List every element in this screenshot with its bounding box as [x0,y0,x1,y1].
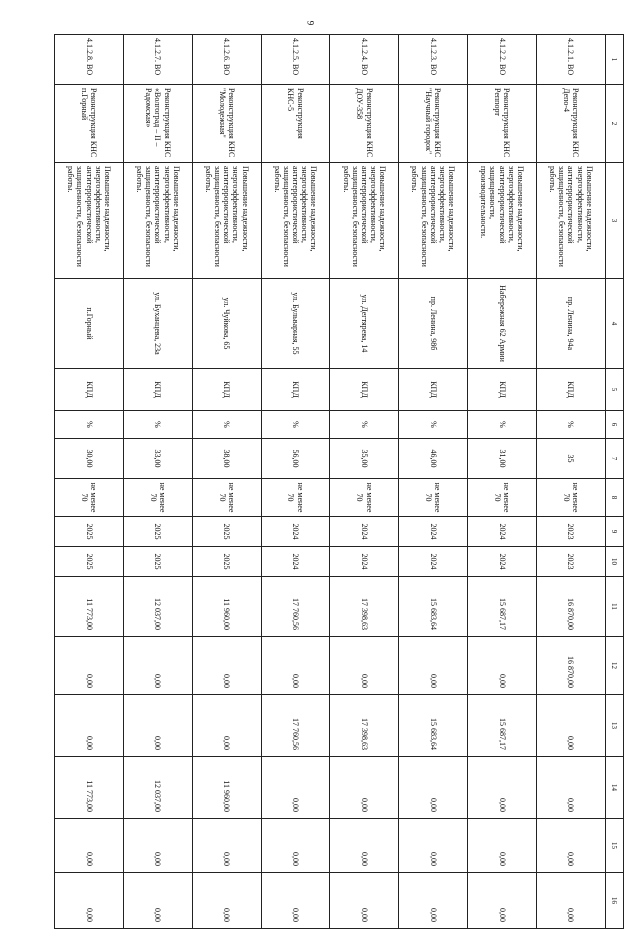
column-number: 6 [605,411,623,439]
indicator: КПД [123,369,192,411]
project-purpose: Повышение надежности, энергоэффективности, антитеррористической защищенности, безопасности работы. [399,163,468,279]
item-code: 4.1.2.8. ВО [55,35,124,85]
project-name: Реконструкция КНС ДОУ-358 [330,85,399,163]
item-code: 4.1.2.3. ВО [399,35,468,85]
target-value: не менее 70 [399,479,468,517]
start-year: 2024 [330,517,399,547]
cost-2026: 0,00 [123,819,192,873]
address: п.Горный [55,279,124,369]
item-code: 4.1.2.6. ВО [192,35,261,85]
cost-2024: 15 683,64 [399,695,468,757]
cost-2024: 0,00 [55,695,124,757]
project-purpose: Повышение надежности, энергоэффективности, антитеррористической защищенности, безопасности работы. [55,163,124,279]
start-year: 2025 [192,517,261,547]
item-code: 4.1.2.2. ВО [468,35,537,85]
table-row [468,35,537,929]
table-row [261,35,330,929]
start-year: 2024 [399,517,468,547]
total-cost: 17 760,56 [261,577,330,637]
cost-2023: 0,00 [330,637,399,695]
unit: % [399,411,468,439]
current-value: 38,00 [192,439,261,479]
cost-2023: 0,00 [468,637,537,695]
project-name: Реконструкция КНС-5 [261,85,330,163]
project-purpose: Повышение надежности, энергоэффективности, антитеррористической защищенности, безопасности работы. [330,163,399,279]
target-value: не менее 70 [536,479,605,517]
current-value: 46,00 [399,439,468,479]
table-row [55,35,124,929]
end-year: 2024 [399,547,468,577]
address: ул. Чуйкова, 65 [192,279,261,369]
table-row [330,35,399,929]
address: пр. Ленина, 94а [536,279,605,369]
cost-2026: 0,00 [399,819,468,873]
current-value: 30,00 [55,439,124,479]
total-cost: 11 960,00 [192,577,261,637]
column-number: 7 [605,439,623,479]
document-page [54,34,624,922]
column-number: 8 [605,479,623,517]
indicator: КПД [536,369,605,411]
item-code: 4.1.2.4. ВО [330,35,399,85]
cost-2025: 0,00 [330,757,399,819]
column-number: 1 [605,35,623,85]
cost-2023: 16 870,00 [536,637,605,695]
current-value: 31,00 [468,439,537,479]
current-value: 56,00 [261,439,330,479]
current-value: 35 [536,439,605,479]
project-purpose: Повышение надежности, энергоэффективности, антитеррористической защищенности, безопасности работы. [123,163,192,279]
address: пр. Ленина, 98б [399,279,468,369]
address: ул. Буханцева, 23а [123,279,192,369]
cost-2027: 0,00 [261,873,330,929]
cost-2026: 0,00 [55,819,124,873]
indicator: КПД [261,369,330,411]
column-number-row [605,35,623,929]
indicator: КПД [399,369,468,411]
unit: % [468,411,537,439]
target-value: не менее 70 [468,479,537,517]
cost-2025: 12 037,00 [123,757,192,819]
column-number: 9 [605,517,623,547]
cost-2024: 0,00 [192,695,261,757]
start-year: 2024 [261,517,330,547]
cost-2023: 0,00 [399,637,468,695]
end-year: 2023 [536,547,605,577]
cost-2025: 0,00 [261,757,330,819]
cost-2024: 0,00 [536,695,605,757]
cost-2025: 11 960,00 [192,757,261,819]
start-year: 2025 [55,517,124,547]
address: ул. Бульварная, 55 [261,279,330,369]
cost-2027: 0,00 [536,873,605,929]
cost-2023: 0,00 [192,637,261,695]
total-cost: 12 037,00 [123,577,192,637]
current-value: 35,00 [330,439,399,479]
column-number: 3 [605,163,623,279]
address: Набережная 62 Армии [468,279,537,369]
indicator: КПД [55,369,124,411]
total-cost: 11 773,00 [55,577,124,637]
current-value: 33,00 [123,439,192,479]
cost-2025: 11 773,00 [55,757,124,819]
address: ул. Дегтярева, 14 [330,279,399,369]
cost-2023: 0,00 [261,637,330,695]
project-name: Реконструкция КНС Реппорт [468,85,537,163]
unit: % [261,411,330,439]
unit: % [55,411,124,439]
project-name: Реконструкция КНС "Молодежная" [192,85,261,163]
item-code: 4.1.2.5. ВО [261,35,330,85]
unit: % [536,411,605,439]
start-year: 2024 [468,517,537,547]
project-purpose: Повышение надежности, энергоэффективности, антитеррористической защищенности, безопасности работы. [192,163,261,279]
end-year: 2024 [468,547,537,577]
cost-2023: 0,00 [55,637,124,695]
target-value: не менее 70 [330,479,399,517]
cost-2024: 0,00 [123,695,192,757]
start-year: 2023 [536,517,605,547]
total-cost: 16 870,00 [536,577,605,637]
end-year: 2024 [330,547,399,577]
project-purpose: Повышение надежности, энергоэффективности, антитеррористической защищенности, производительности. [468,163,537,279]
project-name: Реконструкция КНС п.Горный [55,85,124,163]
column-number: 2 [605,85,623,163]
indicator: КПД [468,369,537,411]
table-row [192,35,261,929]
target-value: не менее 70 [192,479,261,517]
project-name: Реконструкция КНС «Волгоград – II – Радомская» [123,85,192,163]
cost-2026: 0,00 [536,819,605,873]
cost-2027: 0,00 [399,873,468,929]
cost-2025: 0,00 [536,757,605,819]
target-value: не менее 70 [55,479,124,517]
cost-2025: 0,00 [399,757,468,819]
cost-2026: 0,00 [468,819,537,873]
column-number: 4 [605,279,623,369]
unit: % [192,411,261,439]
column-number: 5 [605,369,623,411]
cost-2027: 0,00 [468,873,537,929]
item-code: 4.1.2.1. ВО [536,35,605,85]
total-cost: 17 398,63 [330,577,399,637]
project-purpose: Повышение надежности, энергоэффективности, антитеррористической защищенности, безопасности работы. [261,163,330,279]
cost-2025: 0,00 [468,757,537,819]
investment-table [54,34,624,929]
cost-2027: 0,00 [330,873,399,929]
end-year: 2024 [261,547,330,577]
cost-2027: 0,00 [55,873,124,929]
target-value: не менее 70 [123,479,192,517]
project-purpose: Повышение надежности, энергоэффективности, антитеррористической защищенности, безопасности работы. [536,163,605,279]
column-number: 11 [605,577,623,637]
end-year: 2025 [55,547,124,577]
start-year: 2025 [123,517,192,547]
target-value: не менее 70 [261,479,330,517]
item-code: 4.1.2.7. ВО [123,35,192,85]
column-number: 10 [605,547,623,577]
cost-2023: 0,00 [123,637,192,695]
cost-2024: 17 398,63 [330,695,399,757]
indicator: КПД [192,369,261,411]
end-year: 2025 [123,547,192,577]
cost-2024: 17 760,56 [261,695,330,757]
column-number: 14 [605,757,623,819]
total-cost: 15 683,64 [399,577,468,637]
total-cost: 15 687,17 [468,577,537,637]
page-number: 9 [305,20,316,26]
table-row [399,35,468,929]
cost-2026: 0,00 [330,819,399,873]
column-number: 13 [605,695,623,757]
column-number: 15 [605,819,623,873]
unit: % [330,411,399,439]
end-year: 2025 [192,547,261,577]
cost-2024: 15 687,17 [468,695,537,757]
project-name: Реконструкция КНС Депо-4 [536,85,605,163]
cost-2027: 0,00 [123,873,192,929]
project-name: Реконструкция КНС "Научный городок" [399,85,468,163]
cost-2026: 0,00 [261,819,330,873]
table-row [123,35,192,929]
cost-2027: 0,00 [192,873,261,929]
cost-2026: 0,00 [192,819,261,873]
indicator: КПД [330,369,399,411]
table-row [536,35,605,929]
unit: % [123,411,192,439]
column-number: 16 [605,873,623,929]
column-number: 12 [605,637,623,695]
